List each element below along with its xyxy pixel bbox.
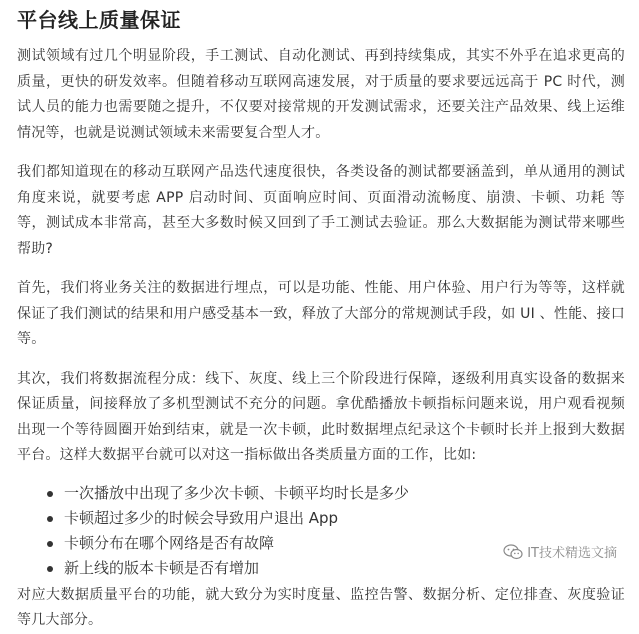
list-item [47,481,625,506]
paragraph-tracking: 首先，我们将业务关注的数据进行埋点，可以是功能、性能、用户体验、用户行为等等，这样就保证了我们测试的结果和用户感受基本一致，释放了大部分的常规测试手段，如 UI 、性能、接口等。 [17,280,625,347]
list-item [47,506,625,531]
paragraph-stages: 测试领域有过几个明显阶段，手工测试、自动化测试、再到持续集成，其实不外乎在追求更高的质量，更快的研发效率。但随着移动互联网高速发展，对于质量的要求要远远高于 PC 时代，测试人员的能力也需要随之提升，不仅要对接常规的开发测试需求，还要关注产品效果、线上运维情况等，也就是说测试领域未来需要复合型人才。 [17,48,625,141]
list-item-text: 一次播放中出现了多少次卡顿、卡顿平均时长是多少 [64,483,410,502]
bullet-dot-icon [47,491,53,497]
watermark-text: IT技术精选文摘 [527,546,617,561]
wechat-icon [503,544,523,560]
bullet-list [17,481,625,581]
article [17,6,625,634]
bullet-dot-icon [47,566,53,572]
bullet-dot-icon [47,516,53,522]
list-item-text: 卡顿超过多少的时候会导致用户退出 App [64,508,339,527]
bullet-dot-icon [47,541,53,547]
list-item-text: 新上线的版本卡顿是否有增加 [64,558,260,577]
list-item-text: 卡顿分布在哪个网络是否有故障 [64,533,275,552]
paragraph-data-flow: 其次，我们将数据流程分成：线下、灰度、线上三个阶段进行保障，逐级利用真实设备的数据来保证质量，间接释放了多机型测试不充分的问题。拿优酷播放卡顿指标问题来说，用户观看视频出现一个等待圆圈开始到结束，就是一次卡顿，此时数据埋点纪录这个卡顿时长并上报到大数据平台。这样大数据平台就可以对这一指标做出各类质量方面的工作，比如: [17,370,625,463]
paragraph-closing: 对应大数据质量平台的功能，就大致分为实时度量、监控告警、数据分析、定位排查、灰度验证等几大部分。 [17,586,625,628]
paragraph-mobile-testing: 我们都知道现在的移动互联网产品迭代速度很快，各类设备的测试都要涵盖到，单从通用的测试角度来说，就要考虑 APP 启动时间、页面响应时间、页面滑动流畅度、崩溃、卡顿、功耗 等等，测试成本非常高，甚至大多数时候又回到了手工测试去验证。那么大数据能为测试带来哪些帮助? [17,164,625,257]
watermark [501,541,619,562]
article-title: 平台线上质量保证 [17,8,181,32]
